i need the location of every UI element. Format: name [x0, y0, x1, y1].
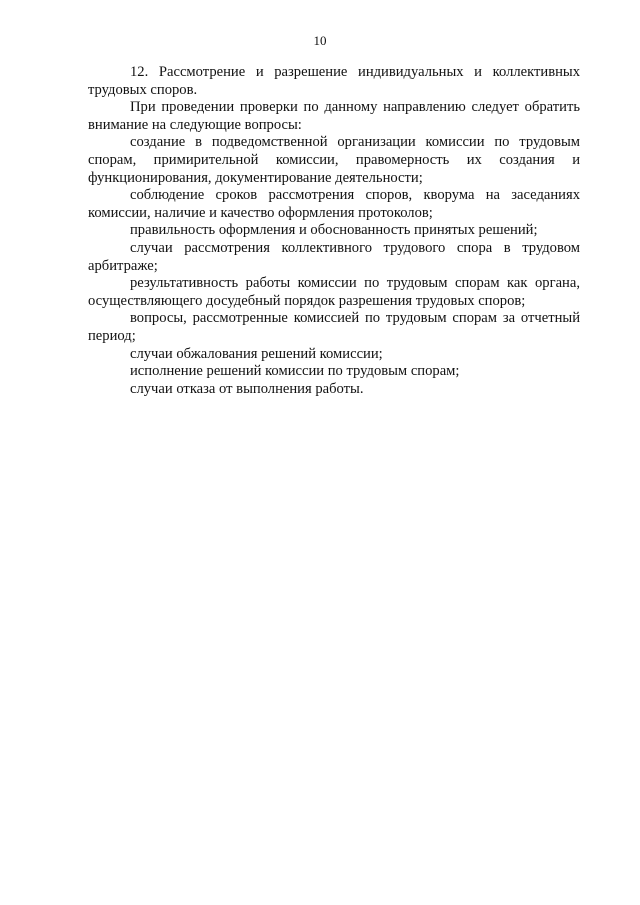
- list-item: правильность оформления и обоснованность принятых решений;: [130, 222, 538, 239]
- list-item: создание в подведомственной организации комиссии по трудовым спорам, примирительной комиссии, правомерность их создания и функционирования, документирование деятельности;: [88, 134, 580, 186]
- list-item: случаи обжалования решений комиссии;: [130, 345, 383, 362]
- list-item: случаи рассмотрения коллективного трудового спора в трудовом арбитраже;: [88, 239, 580, 274]
- list-item: соблюдение сроков рассмотрения споров, кворума на заседаниях комиссии, наличие и качество оформления протоколов;: [88, 187, 580, 221]
- list-item: исполнение решений комиссии по трудовым спорам;: [130, 363, 460, 380]
- document-body: [88, 64, 580, 398]
- list-item: вопросы, рассмотренные комиссией по трудовым спорам за отчетный период;: [88, 310, 580, 344]
- page-number: 10: [313, 33, 327, 48]
- section-heading: 12. Рассмотрение и разрешение индивидуальных и коллективных трудовых споров.: [88, 64, 580, 98]
- section-intro: При проведении проверки по данному направлению следует обратить внимание на следующие вопросы:: [88, 99, 580, 133]
- list-item: результативность работы комиссии по трудовым спорам как органа, осуществляющего досудебный порядок разрешения трудовых споров;: [88, 275, 580, 309]
- list-item: случаи отказа от выполнения работы.: [130, 380, 364, 397]
